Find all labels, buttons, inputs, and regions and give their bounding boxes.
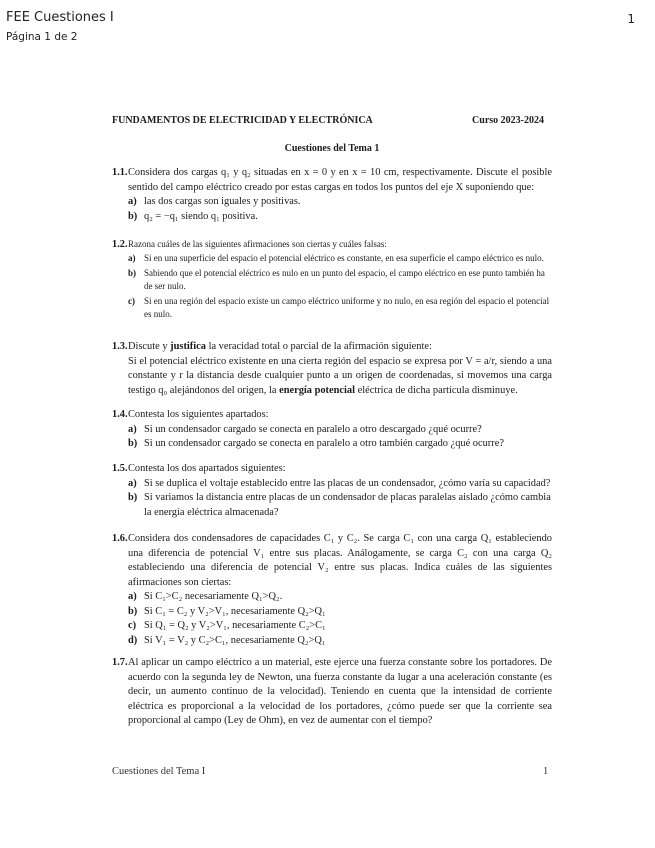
question-number: 1.1.	[112, 167, 128, 178]
question-item: b) Sabiendo que el potencial eléctrico es nulo en un punto del espacio, el campo eléctrico en ese punto también ha de ser nulo.	[128, 268, 545, 291]
question-text: Considera dos cargas q₁ y q₂ situadas en x = 0 y en x = 10 cm, respectivamente. Discute el posible sentido del campo eléctrico creado por estas cargas en todos los puntos del eje X suponiendo que:	[128, 167, 552, 193]
question-1-6	[112, 532, 552, 648]
question-item: b) Si C₁ = C₂ y V₂>V₁, necesariamente Q₂>Q₁	[128, 605, 326, 617]
question-item: a) Si un condensador cargado se conecta en paralelo a otro descargado ¿qué ocurre?	[128, 423, 482, 435]
question-item: d) Si V₁ = V₂ y C₂>C₁, necesariamente Q₂>Q₁	[128, 634, 326, 646]
question-1-7	[112, 656, 552, 729]
footer-title: Cuestiones del Tema I	[112, 766, 206, 777]
question-item: a) las dos cargas son iguales y positivas.	[128, 196, 301, 207]
question-item: c) Si en una región del espacio existe un campo eléctrico uniforme y no nulo, en esa región del espacio el potencial es nulo.	[128, 296, 550, 319]
question-text: Considera dos condensadores de capacidades C₁ y C₂. Se carga C₁ con una carga Q₁ estableciendo una diferencia de potencial V₁ entre sus placas. Análogamente, se carga C₂ con una carga Q₂ estableciendo una diferencia de potencial V₂ entre sus placas. Indica cuáles de las siguientes afirmaciones son ciertas:	[128, 533, 552, 588]
viewer-title: FEE Cuestiones I	[6, 10, 114, 25]
question-number: 1.2.	[112, 239, 128, 250]
question-item: a) Si se duplica el voltaje establecido entre las placas de un condensador, ¿cómo varía su capacidad?	[128, 477, 551, 489]
question-item: b) q₂ = −q₁ siendo q₁ positiva.	[128, 210, 258, 222]
question-1-1	[112, 166, 552, 224]
question-text: Contesta los dos apartados siguientes:	[128, 463, 286, 474]
question-text: Contesta los siguientes apartados:	[128, 409, 269, 420]
document-header	[112, 114, 552, 129]
document-heading: FUNDAMENTOS DE ELECTRICIDAD Y ELECTRÓNICA	[112, 115, 373, 126]
question-item: a) Si en una superficie del espacio el potencial eléctrico es constante, en esa superficie el campo eléctrico es nulo.	[128, 253, 544, 263]
question-1-3	[112, 340, 552, 398]
question-text: Si el potencial eléctrico existente en una cierta región del espacio se expresa por V = a/r, siendo a una constante y r la distancia desde cualquier punto a un origen de coordenadas, si movemos una carga testigo q₀ alejándonos del origen, la energía potencial eléctrica de dicha partícula disminuye.	[128, 355, 552, 396]
question-intro: Discute y justifica la veracidad total o parcial de la afirmación siguiente:	[128, 341, 432, 352]
question-number: 1.7.	[112, 657, 128, 668]
question-item: b) Si un condensador cargado se conecta en paralelo a otro también cargado ¿qué ocurre?	[128, 438, 504, 449]
page-number: 1	[627, 12, 635, 26]
footer-page-number: 1	[543, 766, 549, 777]
question-text: Al aplicar un campo eléctrico a un material, este ejerce una fuerza constante sobre los portadores. De acuerdo con la segunda ley de Newton, una fuerza constante da lugar a una aceleración constante (es decir, un aumento continuo de la velocidad). Teniendo en cuenta que la intensidad de corriente eléctrica es proporcional a la velocidad de los portadores, ¿cómo puede ser que la corriente sea proporcional al campo (Ley de Ohm), en vez de aumentar con el tiempo?	[128, 657, 552, 726]
question-number: 1.4.	[112, 409, 128, 420]
course-year: Curso 2023-2024	[472, 115, 544, 126]
question-number: 1.6.	[112, 533, 128, 544]
question-1-2	[112, 238, 552, 321]
question-text: Razona cuáles de las siguientes afirmaciones son ciertas y cuáles falsas:	[128, 239, 387, 249]
question-1-5	[112, 462, 552, 520]
question-number: 1.5.	[112, 463, 128, 474]
question-item: a) Si C₁>C₂ necesariamente Q₁>Q₂.	[128, 591, 283, 602]
question-item: b) Si variamos la distancia entre placas de un condensador de placas paralelas aislado ¿cómo cambia la energía eléctrica almacenada?	[128, 492, 551, 518]
document-subtitle: Cuestiones del Tema 1	[284, 143, 380, 154]
question-1-4	[112, 408, 552, 452]
question-number: 1.3.	[112, 341, 128, 352]
page-indicator: Página 1 de 2	[6, 31, 78, 43]
question-item: c) Si Q₁ = Q₂ y V₂>V₁, necesariamente C₂>C₁	[128, 620, 326, 631]
